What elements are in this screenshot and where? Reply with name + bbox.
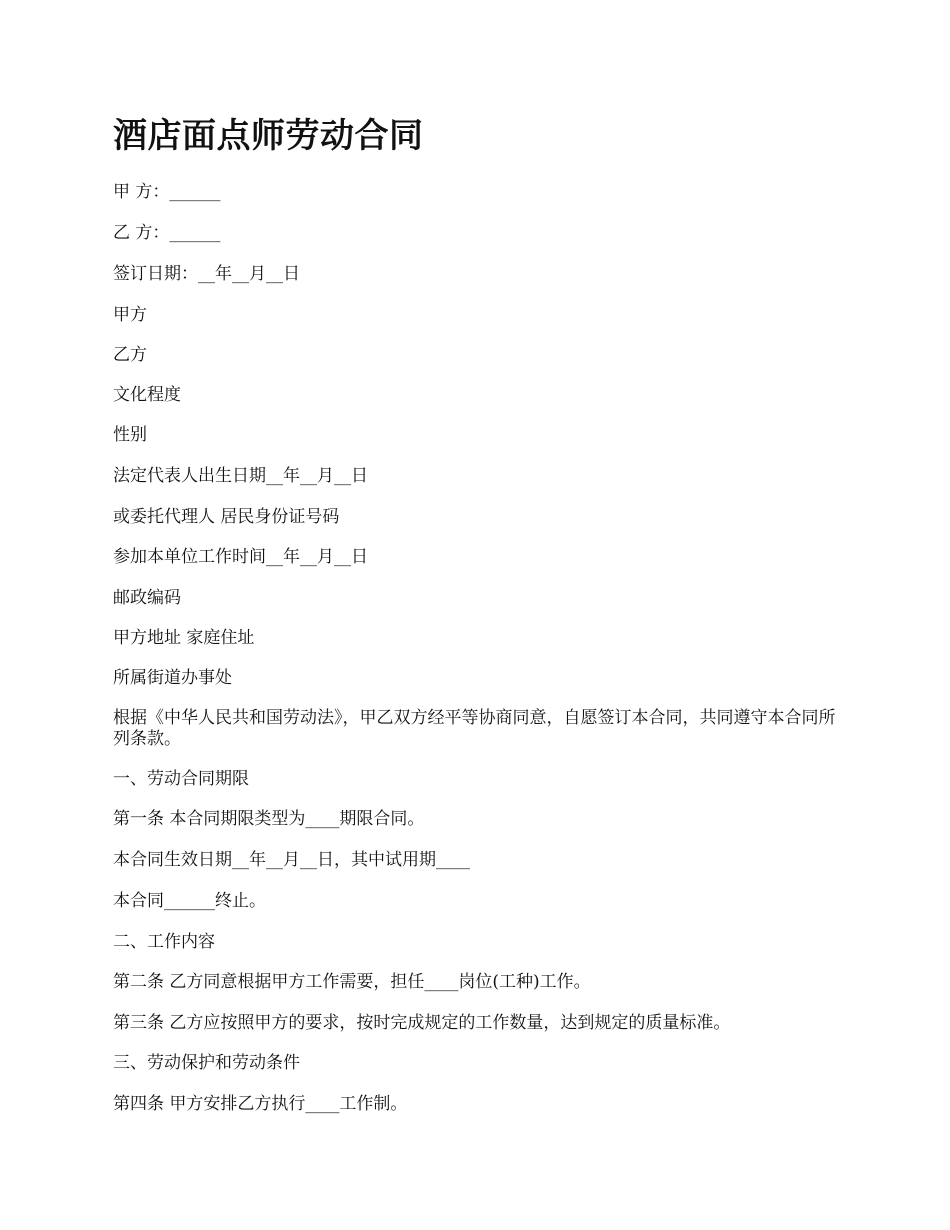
- postal-code-label: 邮政编码: [113, 588, 181, 608]
- preamble-paragraph: 根据《中华人民共和国劳动法》，甲乙双方经平等协商同意，自愿签订本合同，共同遵守本合同所列条款。: [113, 708, 836, 749]
- agent-id-line: 或委托代理人 居民身份证号码: [113, 507, 340, 527]
- signing-date-line: 签订日期：__年__月__日: [113, 264, 300, 284]
- termination-line: 本合同______终止。: [113, 891, 266, 911]
- party-b-label: 乙方: [113, 345, 147, 365]
- section-heading-labor-protection: 三、劳动保护和劳动条件: [113, 1053, 300, 1073]
- section-heading-term: 一、劳动合同期限: [113, 769, 249, 789]
- education-label: 文化程度: [113, 385, 181, 405]
- party-a-line: 甲 方：______: [113, 182, 221, 202]
- effective-date-line: 本合同生效日期__年__月__日，其中试用期____: [113, 850, 470, 870]
- party-b-line: 乙 方：______: [113, 223, 221, 243]
- article-3: 第三条 乙方应按照甲方的要求，按时完成规定的工作数量，达到规定的质量标准。: [113, 1013, 731, 1033]
- subdistrict-office-label: 所属街道办事处: [113, 668, 232, 688]
- article-4: 第四条 甲方安排乙方执行____工作制。: [113, 1094, 408, 1114]
- article-2: 第二条 乙方同意根据甲方工作需要，担任____岗位(工种)工作。: [113, 972, 591, 992]
- legal-rep-birthdate-line: 法定代表人出生日期__年__月__日: [113, 466, 368, 486]
- party-a-label: 甲方: [113, 305, 147, 325]
- document-title: 酒店面点师劳动合同: [113, 116, 424, 156]
- address-line: 甲方地址 家庭住址: [113, 628, 255, 648]
- gender-label: 性别: [113, 425, 147, 445]
- work-start-date-line: 参加本单位工作时间__年__月__日: [113, 547, 368, 567]
- section-heading-work-content: 二、工作内容: [113, 932, 215, 952]
- article-1: 第一条 本合同期限类型为____期限合同。: [113, 809, 425, 829]
